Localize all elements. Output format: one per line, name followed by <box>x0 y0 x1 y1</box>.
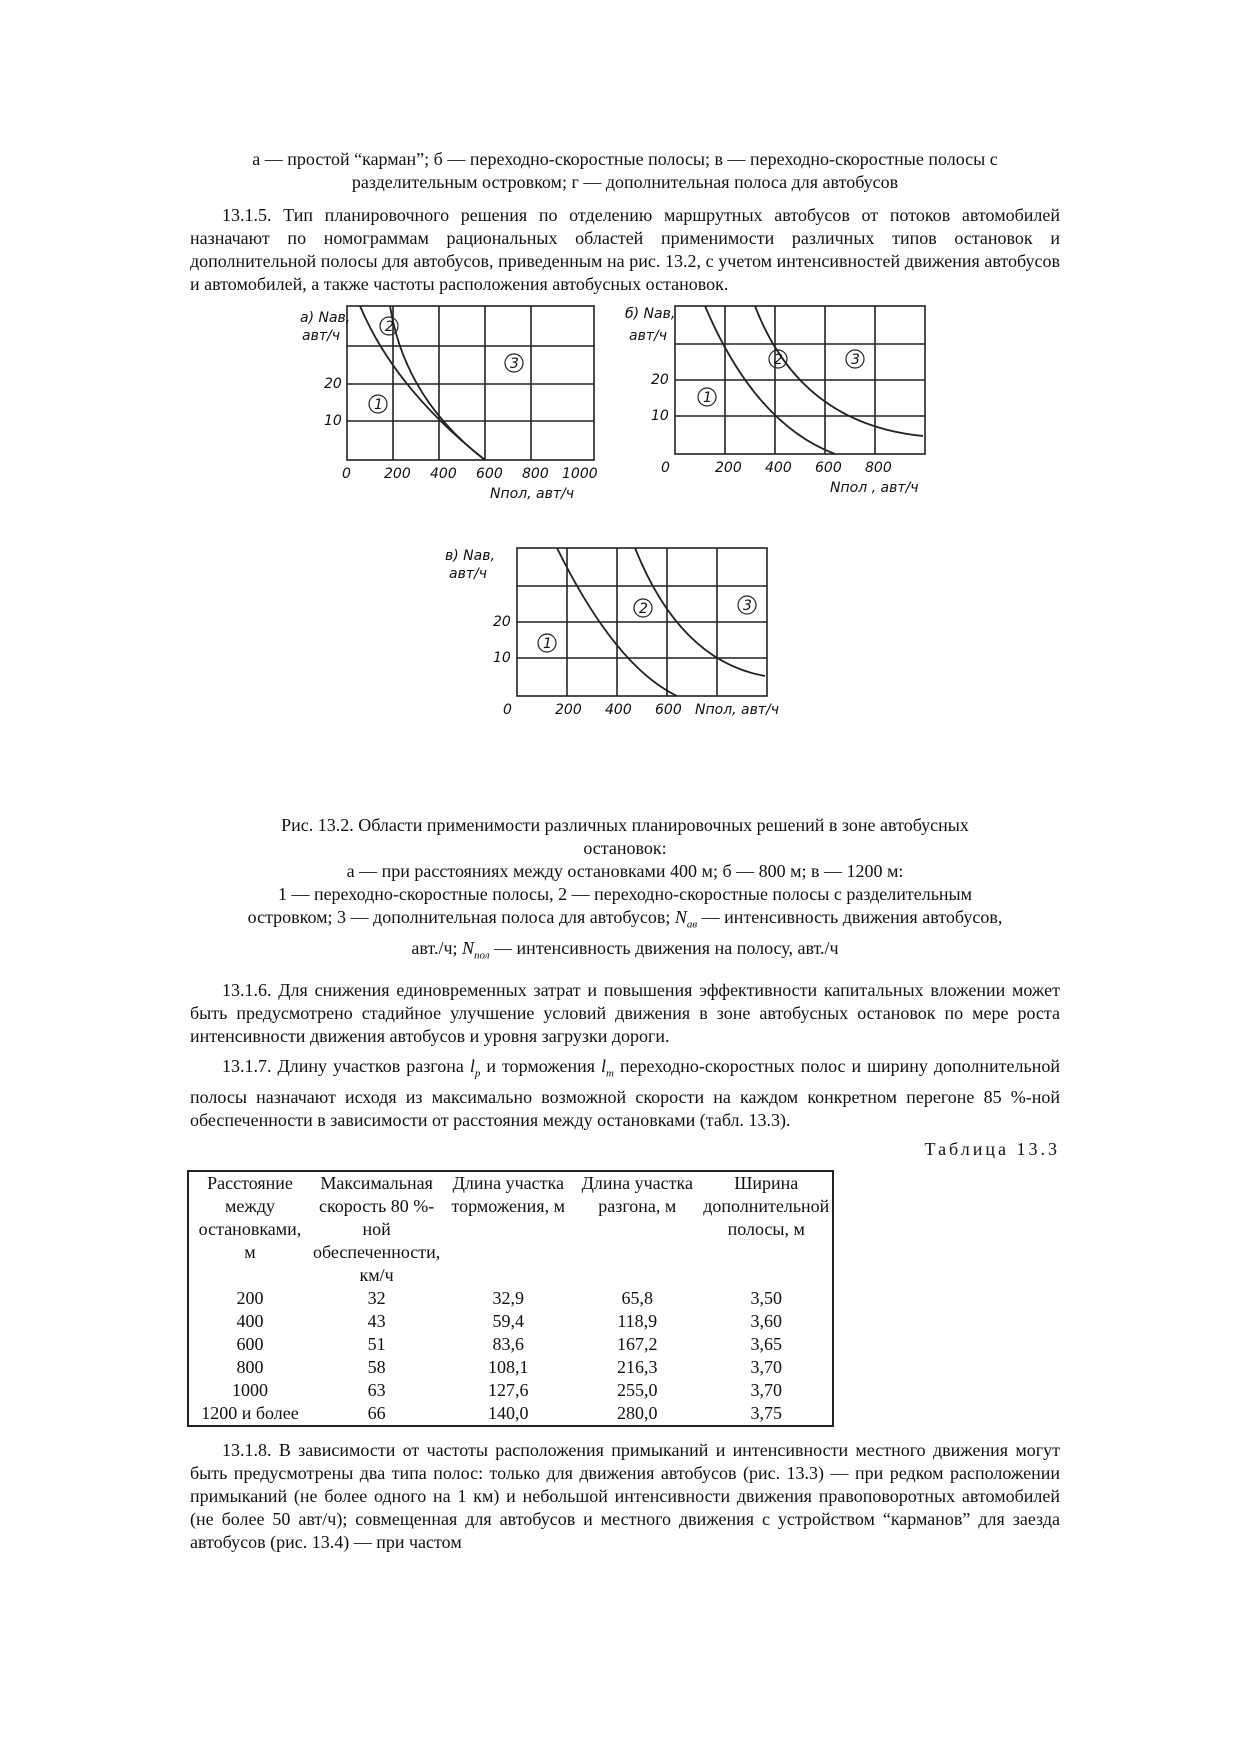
table-cell: 3,60 <box>750 1310 783 1331</box>
chart-c-label: в) Nав, <box>445 548 495 564</box>
table-cell: 58 <box>367 1356 386 1377</box>
para-1317-part-c: переходно-скоростных полос и ширину дополнительной полосы назначают исходя из максимально возможной скорости на каждом конкретном перегоне 85 %-ной обеспеченности в зависимости от расстояния между остановками (табл. 13.3). <box>190 1056 1060 1130</box>
table-header-row <box>188 1171 833 1287</box>
chart-c-ytick-10: 10 <box>493 650 511 666</box>
fig-caption-line-1: Рис. 13.2. Области применимости различных планировочных решений в зоне автобусных <box>281 815 969 835</box>
chart-a-xtick-200: 200 <box>384 466 411 482</box>
table-row <box>188 1356 833 1379</box>
region-1: 1 <box>703 390 712 406</box>
n-pol-symbol: $N_{пол}$ <box>462 937 490 962</box>
fig-caption-line-2: остановок: <box>583 838 667 858</box>
chart-a-ytick-20: 20 <box>324 376 342 392</box>
figure-13-1-caption <box>190 148 1060 194</box>
chart-b-ytick-20: 20 <box>651 372 669 388</box>
nomogram-c <box>445 546 805 746</box>
chart-b-xlabel: Nпол , авт/ч <box>830 480 919 496</box>
lt-sub: т <box>606 1067 614 1080</box>
table-cell: 400 <box>236 1310 264 1331</box>
table-cell: 800 <box>236 1356 264 1377</box>
header-braking-length: Длина участка торможения, м <box>451 1172 565 1216</box>
table-cell: 167,2 <box>617 1333 658 1354</box>
table-cell: 3,50 <box>750 1287 783 1308</box>
chart-c-xtick-600: 600 <box>655 702 682 718</box>
table-cell: 51 <box>367 1333 386 1354</box>
table-cell: 32 <box>367 1287 386 1308</box>
paragraph-13-1-7 <box>190 1055 1060 1132</box>
header-max-speed: Максимальная скорость 80 %-ной обеспеченности, км/ч <box>313 1172 441 1285</box>
fig-caption-line-6 <box>190 937 1060 968</box>
chart-a-label: а) Nав, <box>300 310 351 326</box>
region-2: 2 <box>774 352 783 368</box>
lt-symbol: $l_т$ <box>600 1056 614 1080</box>
chart-b-xtick-200: 200 <box>715 460 742 476</box>
header-acceleration-length: Длина участка разгона, м <box>581 1172 693 1216</box>
chart-b-xtick-800: 800 <box>865 460 892 476</box>
region-2: 2 <box>639 601 648 617</box>
chart-a-curve-1 <box>360 306 485 460</box>
table-13-3 <box>187 1170 834 1427</box>
table-cell: 59,4 <box>492 1310 525 1331</box>
chart-a-ytick-10: 10 <box>324 413 342 429</box>
chart-a-xtick-1000: 1000 <box>562 466 598 482</box>
table-cell: 3,70 <box>750 1356 783 1377</box>
table-body <box>188 1287 833 1426</box>
fig-caption-line-3: а — при расстояниях между остановками 400 м; б — 800 м; в — 1200 м: <box>346 861 904 881</box>
chart-a-xtick-0: 0 <box>342 466 351 482</box>
chart-c-xtick-0: 0 <box>503 702 512 718</box>
chart-c-xtick-200: 200 <box>555 702 582 718</box>
caption-line-1: а — простой “карман”; б — переходно-скоростные полосы; в — переходно-скоростные полосы с <box>252 149 998 169</box>
table-cell: 32,9 <box>492 1287 525 1308</box>
chart-b-xtick-0: 0 <box>661 460 670 476</box>
header-distance: Расстояние между остановками, м <box>198 1172 302 1262</box>
table-cell: 280,0 <box>617 1402 658 1423</box>
paragraph-13-1-8: 13.1.8. В зависимости от частоты расположения примыканий и интенсивности местного движения могут быть предусмотрены два типа полос: только для движения автобусов (рис. 13.3) — при редком расположении примыканий (не более одного на 1 км) и небольшой интенсивности движения правоповоротных автомобилей (не более 50 авт/ч); совмещенная для автобусов и местного движения с устройством “карманов” для заезда автобусов (рис. 13.4) — при частом <box>190 1439 1060 1552</box>
table-cell: 600 <box>236 1333 264 1354</box>
table-cell: 108,1 <box>488 1356 529 1377</box>
table-row <box>188 1402 833 1426</box>
caption-line-2: разделительным островком; г — дополнительная полоса для автобусов <box>351 172 899 192</box>
lp-sub: р <box>474 1067 481 1080</box>
paragraph-13-1-6: 13.1.6. Для снижения единовременных затрат и повышения эффективности капитальных вложении может быть предусмотрено стадийное улучшение условий движения в зоне автобусных остановок по мере роста интенсивности движения автобусов и уровня загрузки дороги. <box>190 980 1060 1047</box>
chart-c-ytick-20: 20 <box>493 614 511 630</box>
chart-a-yunit: авт/ч <box>302 328 340 344</box>
region-3: 3 <box>743 598 752 614</box>
fig-caption-line-5a: островком; 3 — дополнительная полоса для автобусов; <box>247 907 671 927</box>
region-1: 1 <box>543 636 552 652</box>
table-cell: 3,70 <box>750 1379 783 1400</box>
table-cell: 65,8 <box>621 1287 654 1308</box>
table-cell: 200 <box>236 1287 264 1308</box>
table-cell: 127,6 <box>488 1379 529 1400</box>
table-cell: 83,6 <box>492 1333 525 1354</box>
paragraph-13-1-5: 13.1.5. Тип планировочного решения по отделению маршрутных автобусов от потоков автомобилей назначают по номограммам рациональных областей применимости различных типов остановок и дополнительной полосы для автобусов, приведенным на рис. 13.2, с учетом интенсивностей движения автобусов и автомобилей, а также частоты расположения автобусных остановок. <box>190 205 1060 294</box>
table-cell: 63 <box>367 1379 386 1400</box>
figure-13-2-caption <box>190 814 1060 967</box>
table-row <box>188 1287 833 1310</box>
chart-a-curve-2 <box>390 306 485 460</box>
table-row <box>188 1333 833 1356</box>
n-av-symbol: $N_{ав}$ <box>674 907 698 931</box>
fig-caption-line-5b: — интенсивность движения автобусов, <box>701 907 1003 927</box>
nomogram-a <box>300 304 600 504</box>
table-number: Таблица 13.3 <box>924 1138 1060 1159</box>
region-2: 2 <box>385 319 394 335</box>
table-cell: 3,75 <box>750 1402 783 1423</box>
table-row <box>188 1310 833 1333</box>
chart-c-xtick-400: 400 <box>605 702 632 718</box>
table-cell: 3,65 <box>750 1333 783 1354</box>
header-lane-width: Ширина дополнительной полосы, м <box>703 1172 830 1239</box>
figure-13-2 <box>190 304 1060 804</box>
chart-a-xlabel: Nпол, авт/ч <box>490 486 575 502</box>
chart-b-yunit: авт/ч <box>629 328 667 344</box>
table-cell: 43 <box>367 1310 386 1331</box>
region-3: 3 <box>510 356 519 372</box>
lp-symbol: $l_р$ <box>469 1056 481 1080</box>
chart-b-xtick-600: 600 <box>815 460 842 476</box>
chart-b-label: б) Nав, <box>625 306 676 322</box>
table-cell: 1000 <box>232 1379 268 1400</box>
fig-caption-line-4: 1 — переходно-скоростные полосы, 2 — переходно-скоростные полосы с разделительным <box>277 884 973 904</box>
chart-a-xtick-400: 400 <box>430 466 457 482</box>
chart-c-xlabel: Nпол, авт/ч <box>695 702 780 718</box>
table-cell: 140,0 <box>488 1402 529 1423</box>
nomogram-b <box>625 304 935 504</box>
para-1317-part-a: 13.1.7. Длину участков разгона <box>222 1056 464 1077</box>
chart-a-xtick-800: 800 <box>522 466 549 482</box>
table-cell: 118,9 <box>617 1310 658 1331</box>
chart-c-yunit: авт/ч <box>449 566 487 582</box>
region-3: 3 <box>851 352 860 368</box>
table-cell: 216,3 <box>617 1356 658 1377</box>
n-av-sub: ав <box>686 918 698 931</box>
table-cell: 255,0 <box>617 1379 658 1400</box>
para-1317-part-b: и торможения <box>486 1056 595 1077</box>
fig-caption-line-5 <box>190 906 1060 937</box>
chart-b-ytick-10: 10 <box>651 408 669 424</box>
chart-a-xtick-600: 600 <box>476 466 503 482</box>
table-cell: 1200 и более <box>201 1402 299 1423</box>
chart-b-xtick-400: 400 <box>765 460 792 476</box>
document-page <box>190 148 1060 1561</box>
table-cell: 66 <box>367 1402 386 1423</box>
table-row <box>188 1379 833 1402</box>
n-pol-sub: пол <box>474 949 490 962</box>
fig-caption-line-6b: — интенсивность движения на полосу, авт./ч <box>494 937 839 958</box>
region-1: 1 <box>374 397 383 413</box>
fig-caption-line-6a: авт./ч; <box>411 937 458 958</box>
